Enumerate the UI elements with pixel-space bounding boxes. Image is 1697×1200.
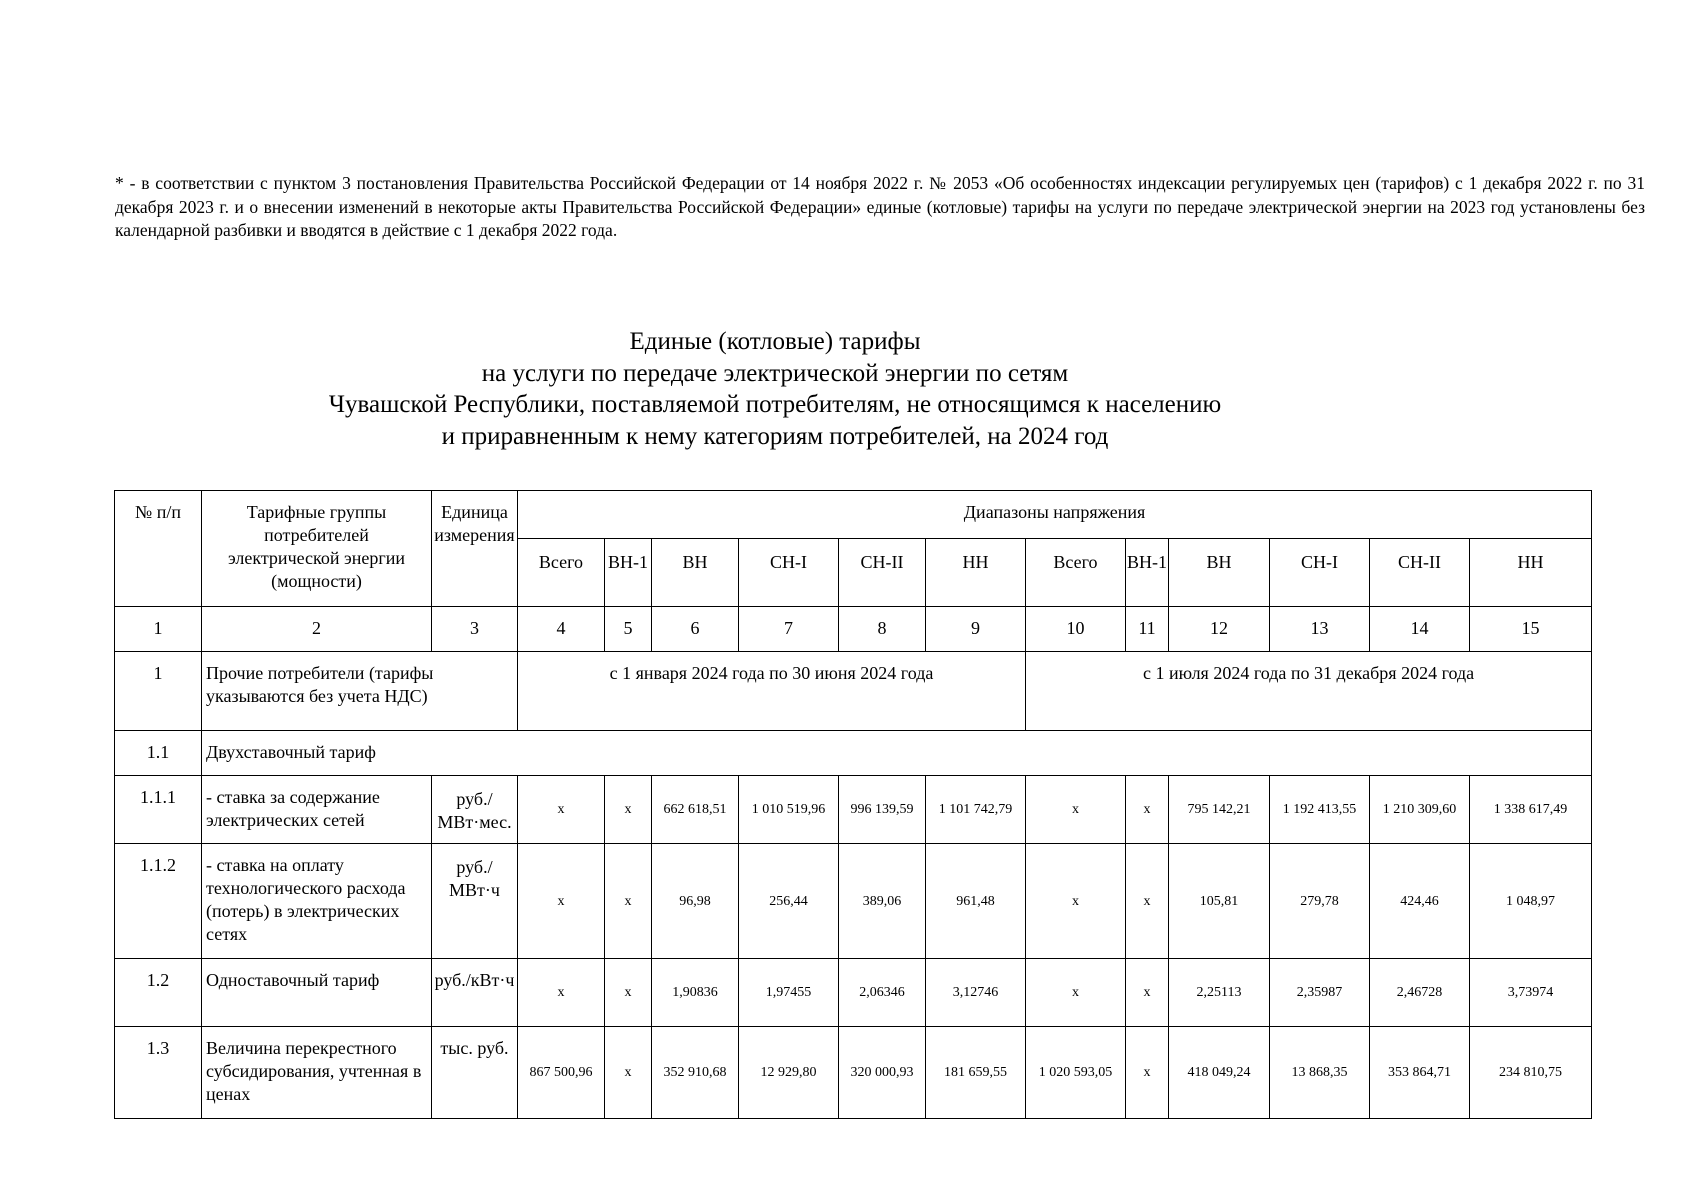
row-number: 1.1.2	[115, 844, 202, 959]
column-number: 10	[1026, 607, 1126, 652]
table-cell: 2,25113	[1169, 959, 1270, 1027]
table-cell: х	[1126, 959, 1169, 1027]
row-number: 1.1	[115, 731, 202, 776]
table-cell: 1 210 309,60	[1370, 776, 1470, 844]
table-cell: х	[1126, 776, 1169, 844]
table-row	[115, 1027, 1592, 1119]
row-number: 1	[115, 652, 202, 731]
tariff-table	[114, 490, 1592, 1119]
title-line-4: и приравненным к нему категориям потребителей, на 2024 год	[441, 422, 1109, 450]
period-second-half: с 1 июля 2024 года по 31 декабря 2024 года	[1026, 652, 1592, 731]
table-cell: 961,48	[926, 844, 1026, 959]
table-row	[115, 844, 1592, 959]
column-number: 2	[202, 607, 432, 652]
row-unit: тыс. руб.	[432, 1027, 518, 1119]
table-cell: х	[518, 776, 605, 844]
table-cell: 1 101 742,79	[926, 776, 1026, 844]
column-number: 9	[926, 607, 1026, 652]
table-cell: 795 142,21	[1169, 776, 1270, 844]
row-number: 1.3	[115, 1027, 202, 1119]
voltage-header: Всего	[1026, 539, 1126, 607]
column-number: 3	[432, 607, 518, 652]
table-cell: 352 910,68	[652, 1027, 739, 1119]
table-cell: 389,06	[839, 844, 926, 959]
column-number: 7	[739, 607, 839, 652]
row-unit: руб./МВт·ч	[432, 844, 518, 959]
table-cell: 320 000,93	[839, 1027, 926, 1119]
table-cell: х	[1126, 1027, 1169, 1119]
header-num: № п/п	[115, 491, 202, 607]
column-number: 15	[1470, 607, 1592, 652]
table-cell: 353 864,71	[1370, 1027, 1470, 1119]
table-cell: х	[518, 844, 605, 959]
column-number: 14	[1370, 607, 1470, 652]
table-cell: 424,46	[1370, 844, 1470, 959]
voltage-header: ВН	[1169, 539, 1270, 607]
table-cell: 996 139,59	[839, 776, 926, 844]
table-cell: 13 868,35	[1270, 1027, 1370, 1119]
row-unit: руб./МВт·мес.	[432, 776, 518, 844]
table-row	[115, 776, 1592, 844]
title-line-1: Единые (котловые) тарифы	[629, 328, 921, 355]
table-cell: 181 659,55	[926, 1027, 1026, 1119]
column-number: 11	[1126, 607, 1169, 652]
voltage-header: СН-I	[739, 539, 839, 607]
header-unit: Единица измерения	[432, 491, 518, 607]
table-cell: 279,78	[1270, 844, 1370, 959]
table-cell: 867 500,96	[518, 1027, 605, 1119]
section-row	[115, 652, 1592, 731]
title-line-2: на услуги по передаче электрической энергии по сетям	[481, 359, 1069, 387]
table-cell: х	[605, 959, 652, 1027]
voltage-header: ВН-1	[605, 539, 652, 607]
voltage-header: Всего	[518, 539, 605, 607]
column-number: 8	[839, 607, 926, 652]
table-cell: 256,44	[739, 844, 839, 959]
row-label: Двухставочный тариф	[202, 731, 1592, 776]
column-number: 13	[1270, 607, 1370, 652]
table-cell: 2,35987	[1270, 959, 1370, 1027]
table-cell: 12 929,80	[739, 1027, 839, 1119]
table-row	[115, 959, 1592, 1027]
table-cell: 1,97455	[739, 959, 839, 1027]
row-number: 1.1.1	[115, 776, 202, 844]
header-voltage-ranges: Диапазоны напряжения	[518, 491, 1592, 539]
row-label: - ставка за содержание электрических сетей	[202, 776, 432, 844]
table-cell: х	[605, 776, 652, 844]
row-label: Величина перекрестного субсидирования, учтенная в ценах	[202, 1027, 432, 1119]
document-title	[0, 326, 1550, 452]
table-cell: 3,73974	[1470, 959, 1592, 1027]
column-number: 5	[605, 607, 652, 652]
table-cell: 1 010 519,96	[739, 776, 839, 844]
row-unit: руб./кВт·ч	[432, 959, 518, 1027]
voltage-header: ВН	[652, 539, 739, 607]
table-cell: 418 049,24	[1169, 1027, 1270, 1119]
table-cell: х	[1026, 776, 1126, 844]
period-first-half: с 1 января 2024 года по 30 июня 2024 года	[518, 652, 1026, 731]
voltage-header: СН-II	[1370, 539, 1470, 607]
column-number: 6	[652, 607, 739, 652]
table-cell: 1 192 413,55	[1270, 776, 1370, 844]
title-line-3: Чувашской Республики, поставляемой потребителям, не относящимся к населению	[328, 391, 1222, 418]
footnote: * - в соответствии с пунктом 3 постановления Правительства Российской Федерации от 14 ноября 2022 г. № 2053 «Об особенностях индексации регулируемых цен (тарифов) с 1 декабря 2022 г. по 31 декабря 2023 г. и о внесении изменений в некоторые акты Правительства Российской Федерации» единые (котловые) тарифы на услуги по передаче электрической энергии на 2023 год установлены без календарной разбивки и вводятся в действие с 1 декабря 2022 года.	[115, 173, 1645, 240]
header-group: Тарифные группы потребителей электрической энергии (мощности)	[202, 491, 432, 607]
table-cell: 2,06346	[839, 959, 926, 1027]
column-number: 12	[1169, 607, 1270, 652]
table-cell: х	[605, 1027, 652, 1119]
voltage-header: НН	[1470, 539, 1592, 607]
row-label: Прочие потребители (тарифы указываются без учета НДС)	[202, 652, 518, 731]
table-cell: 662 618,51	[652, 776, 739, 844]
table-cell: 1 048,97	[1470, 844, 1592, 959]
two-rate-row	[115, 731, 1592, 776]
table-cell: 2,46728	[1370, 959, 1470, 1027]
table-cell: 105,81	[1169, 844, 1270, 959]
row-label: Одноставочный тариф	[202, 959, 432, 1027]
table-cell: х	[1026, 844, 1126, 959]
row-number: 1.2	[115, 959, 202, 1027]
table-cell: 1 338 617,49	[1470, 776, 1592, 844]
table-cell: 3,12746	[926, 959, 1026, 1027]
voltage-header: ВН-1	[1126, 539, 1169, 607]
table-cell: х	[518, 959, 605, 1027]
voltage-header: НН	[926, 539, 1026, 607]
table-cell: х	[605, 844, 652, 959]
column-number-row	[115, 607, 1592, 652]
row-label: - ставка на оплату технологического расхода (потерь) в электрических сетях	[202, 844, 432, 959]
table-cell: 234 810,75	[1470, 1027, 1592, 1119]
table-cell: 96,98	[652, 844, 739, 959]
table-cell: х	[1126, 844, 1169, 959]
table-cell: 1,90836	[652, 959, 739, 1027]
column-number: 1	[115, 607, 202, 652]
voltage-header: СН-I	[1270, 539, 1370, 607]
header-row	[115, 491, 1592, 539]
table-cell: х	[1026, 959, 1126, 1027]
column-number: 4	[518, 607, 605, 652]
table-cell: 1 020 593,05	[1026, 1027, 1126, 1119]
voltage-header: СН-II	[839, 539, 926, 607]
